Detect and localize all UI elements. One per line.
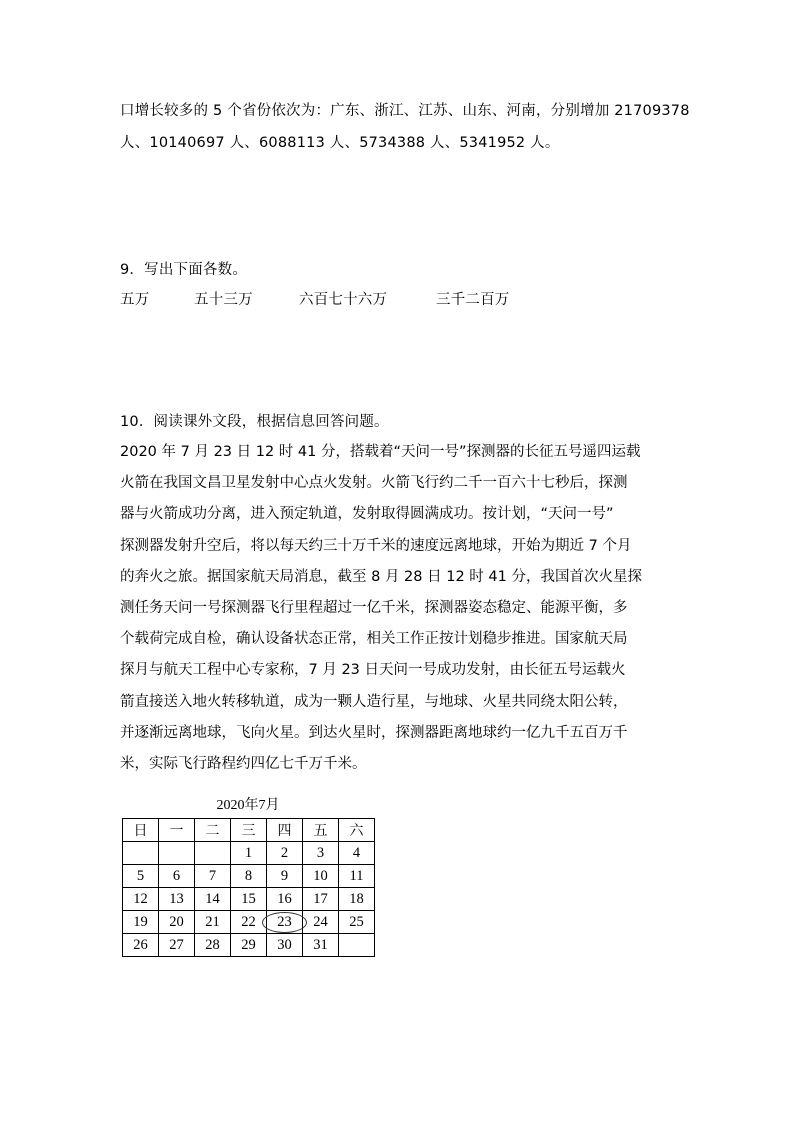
- day-cell: 16: [267, 888, 303, 911]
- calendar-week-row: [123, 888, 375, 911]
- weekday-header: 日: [123, 819, 159, 842]
- day-cell: 7: [195, 865, 231, 888]
- calendar-week-row: [123, 842, 375, 865]
- day-cell: 1: [231, 842, 267, 865]
- day-cell: 4: [339, 842, 375, 865]
- calendar-week-row: [123, 865, 375, 888]
- calendar-table: [122, 818, 375, 957]
- number-word: 三千二百万: [436, 292, 510, 308]
- weekday-header: 一: [159, 819, 195, 842]
- intro-line: 人、10140697 人、6088113 人、5734388 人、5341952 人。: [120, 135, 560, 151]
- intro-line: 口增长较多的 5 个省份依次为：广东、浙江、江苏、山东、河南，分别增加 21709378: [120, 103, 690, 119]
- passage-line: 的奔火之旅。据国家航天局消息，截至 8 月 28 日 12 时 41 分，我国首次火星探: [120, 568, 642, 585]
- number-word: 五十三万: [194, 292, 253, 308]
- calendar-week-row: [123, 911, 375, 934]
- day-cell: 6: [159, 865, 195, 888]
- day-cell: 11: [339, 865, 375, 888]
- day-cell-circled: 23: [267, 911, 303, 934]
- passage-line: 器与火箭成功分离，进入预定轨道，发射取得圆满成功。按计划，“天问一号”: [120, 506, 614, 523]
- day-cell: 27: [159, 934, 195, 957]
- day-cell: 26: [123, 934, 159, 957]
- passage-line: 测任务天问一号探测器飞行里程超过一亿千米，探测器姿态稳定、能源平衡，多: [120, 599, 628, 616]
- day-cell: 2: [267, 842, 303, 865]
- calendar-title: 2020年7月: [216, 798, 280, 813]
- day-cell: 9: [267, 865, 303, 888]
- weekday-header: 三: [231, 819, 267, 842]
- day-cell: 19: [123, 911, 159, 934]
- day-cell: 25: [339, 911, 375, 934]
- weekday-header-row: [123, 819, 375, 842]
- day-cell: 14: [195, 888, 231, 911]
- passage-line: 个载荷完成自检，确认设备状态正常，相关工作正按计划稳步推进。国家航天局: [120, 631, 628, 648]
- day-cell: 22: [231, 911, 267, 934]
- day-cell: 29: [231, 934, 267, 957]
- number-word: 五万: [120, 292, 150, 308]
- day-cell: 12: [123, 888, 159, 911]
- passage-line: 探测器发射升空后，将以每天约三十万千米的速度远离地球，开始为期近 7 个月: [120, 537, 632, 554]
- passage-line: 探月与航天工程中心专家称，7 月 23 日天问一号成功发射，由长征五号运载火: [120, 662, 626, 679]
- passage-line: 2020 年 7 月 23 日 12 时 41 分，搭载着“天问一号”探测器的长征五号遥四运载: [120, 444, 641, 460]
- day-cell: 30: [267, 934, 303, 957]
- day-cell: [339, 934, 375, 957]
- day-cell: [159, 842, 195, 865]
- weekday-header: 四: [267, 819, 303, 842]
- day-cell: 13: [159, 888, 195, 911]
- passage-line: 并逐渐远离地球，飞向火星。到达火星时，探测器距离地球约一亿九千五百万千: [120, 724, 628, 741]
- question-10-title: 10．阅读课外文段，根据信息回答问题。: [120, 414, 389, 430]
- day-cell: 3: [303, 842, 339, 865]
- day-cell: [195, 842, 231, 865]
- day-cell: 17: [303, 888, 339, 911]
- day-cell: 31: [303, 934, 339, 957]
- question-9-numbers: [120, 290, 510, 310]
- number-word: 六百七十六万: [299, 292, 388, 308]
- day-cell: 8: [231, 865, 267, 888]
- reading-passage: [120, 437, 680, 780]
- calendar-week-row: [123, 934, 375, 957]
- day-cell: 24: [303, 911, 339, 934]
- passage-line: 火箭在我国文昌卫星发射中心点火发射。火箭飞行约二千一百六十七秒后，探测: [120, 475, 628, 492]
- day-cell: 18: [339, 888, 375, 911]
- weekday-header: 五: [303, 819, 339, 842]
- day-cell: 15: [231, 888, 267, 911]
- day-cell: 10: [303, 865, 339, 888]
- weekday-header: 二: [195, 819, 231, 842]
- day-cell: [123, 842, 159, 865]
- passage-line: 箭直接送入地火转移轨道，成为一颗人造行星，与地球、火星共同绕太阳公转，: [120, 693, 628, 710]
- weekday-header: 六: [339, 819, 375, 842]
- day-cell: 5: [123, 865, 159, 888]
- day-cell: 20: [159, 911, 195, 934]
- question-9-title: 9．写出下面各数。: [120, 262, 248, 278]
- day-cell: 28: [195, 934, 231, 957]
- passage-line: 米，实际飞行路程约四亿七千万千米。: [120, 755, 367, 772]
- day-cell: 21: [195, 911, 231, 934]
